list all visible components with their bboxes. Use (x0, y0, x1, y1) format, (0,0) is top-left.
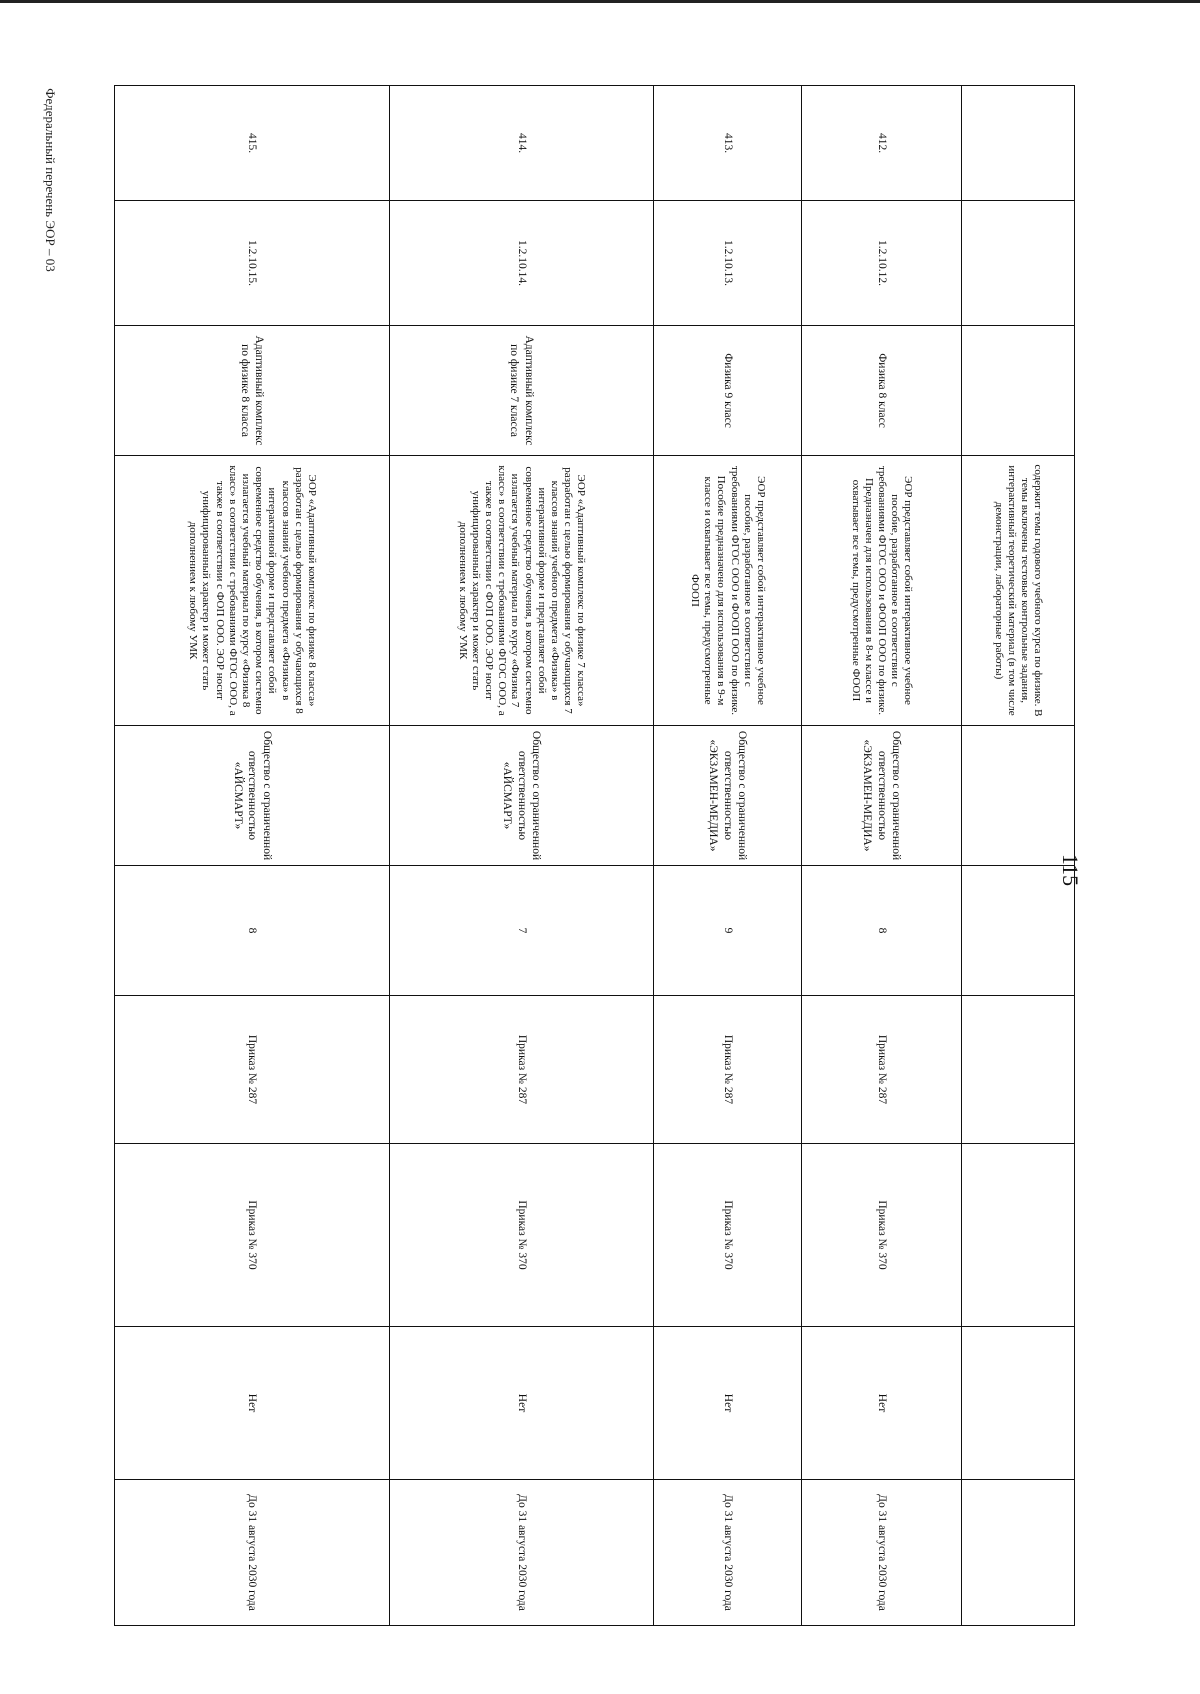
paid-cell: Нет (802, 1327, 962, 1480)
order-287-cell (962, 996, 1075, 1144)
deadline-cell (962, 1480, 1075, 1626)
row-number-cell (962, 86, 1075, 201)
table-row (962, 86, 1075, 1626)
code-cell: 1.2.10.15. (115, 201, 390, 326)
table-row (390, 86, 654, 1626)
description-cell: ЭОР представляет собой интерактивное учебное пособие, разработанное в соответствии с требованиями ФГОС ООО и ФООП ООО по физике. Пособие предназначено для использования в 9-м классе и охватывает все темы, предусмотренные ФООП (654, 456, 802, 726)
code-cell: 1.2.10.12. (802, 201, 962, 326)
row-number-cell: 412. (802, 86, 962, 201)
provider-cell (962, 726, 1075, 866)
row-number-cell: 413. (654, 86, 802, 201)
resource-name-cell: Физика 8 класс (802, 326, 962, 456)
table-row (802, 86, 962, 1626)
eor-table-container (115, 85, 1075, 1625)
scan-edge (0, 0, 1200, 3)
footer-note: Федеральный перечень ЭОР – 03 (43, 88, 58, 272)
paid-cell: Нет (390, 1327, 654, 1480)
order-287-cell: Приказ № 287 (654, 996, 802, 1144)
eor-table (114, 85, 1075, 1626)
class-cell (962, 866, 1075, 996)
resource-name-cell: Адаптивный комплекс по физике 7 класса (390, 326, 654, 456)
deadline-cell: До 31 августа 2030 года (654, 1480, 802, 1626)
provider-cell: Общество с ограниченной ответственностью «АЙСМАРТ» (115, 726, 390, 866)
provider-cell: Общество с ограниченной ответственностью «ЭКЗАМЕН-МЕДИА» (802, 726, 962, 866)
order-287-cell: Приказ № 287 (390, 996, 654, 1144)
order-370-cell: Приказ № 370 (390, 1144, 654, 1327)
code-cell (962, 201, 1075, 326)
deadline-cell: До 31 августа 2030 года (115, 1480, 390, 1626)
provider-cell: Общество с ограниченной ответственностью «ЭКЗАМЕН-МЕДИА» (654, 726, 802, 866)
row-number-cell: 415. (115, 86, 390, 201)
resource-name-cell: Физика 9 класс (654, 326, 802, 456)
class-cell: 7 (390, 866, 654, 996)
order-370-cell: Приказ № 370 (115, 1144, 390, 1327)
class-cell: 9 (654, 866, 802, 996)
class-cell: 8 (802, 866, 962, 996)
provider-cell: Общество с ограниченной ответственностью «АЙСМАРТ» (390, 726, 654, 866)
order-370-cell: Приказ № 370 (802, 1144, 962, 1327)
resource-name-cell (962, 326, 1075, 456)
deadline-cell: До 31 августа 2030 года (802, 1480, 962, 1626)
row-number-cell: 414. (390, 86, 654, 201)
paid-cell: Нет (115, 1327, 390, 1480)
description-cell: содержит темы годового учебного курса по физике. В темы включены тестовые контрольные задания, интерактивный теоретический материал (в том числе демонстрации, лабораторные работы) (962, 456, 1075, 726)
description-cell: ЭОР «Адаптивный комплекс по физике 8 класса» разработан с целью формирования у обучающихся 8 классов знаний учебного предмета «Физика» в интерактивной форме и представляет собой современное средство обучения, в котором системно излагается учебный материал по курсу «Физика 8 класс» в соответствии с требованиями ФГОС ООО, а также в соответствии с ФОП ООО. ЭОР носит унифицированный характер и может стать дополнением к любому УМК (115, 456, 390, 726)
description-cell: ЭОР представляет собой интерактивное учебное пособие, разработанное в соответствии с требованиями ФГОС ООО и ФООП ООО по физике. Предназначен для использования в 8-м классе и охватывает все темы, предусмотренные ФООП (802, 456, 962, 726)
paid-cell (962, 1327, 1075, 1480)
order-370-cell (962, 1144, 1075, 1327)
order-287-cell: Приказ № 287 (802, 996, 962, 1144)
code-cell: 1.2.10.13. (654, 201, 802, 326)
table-row (654, 86, 802, 1626)
order-287-cell: Приказ № 287 (115, 996, 390, 1144)
description-cell: ЭОР «Адаптивный комплекс по физике 7 класса» разработан с целью формирования у обучающихся 7 классов знаний учебного предмета «Физика» в интерактивной форме и представляет собой современное средство обучения, в котором системно излагается учебный материал по курсу «Физика 7 класс» в соответствии с требованиями ФГОС ООО, а также в соответствии с ФОП ООО. ЭОР носит унифицированный характер и может стать дополнением к любому УМК (390, 456, 654, 726)
resource-name-cell: Адаптивный комплекс по физике 8 класса (115, 326, 390, 456)
page-number: 115 (1058, 853, 1083, 887)
class-cell: 8 (115, 866, 390, 996)
table-row (115, 86, 390, 1626)
paid-cell: Нет (654, 1327, 802, 1480)
code-cell: 1.2.10.14. (390, 201, 654, 326)
order-370-cell: Приказ № 370 (654, 1144, 802, 1327)
deadline-cell: До 31 августа 2030 года (390, 1480, 654, 1626)
